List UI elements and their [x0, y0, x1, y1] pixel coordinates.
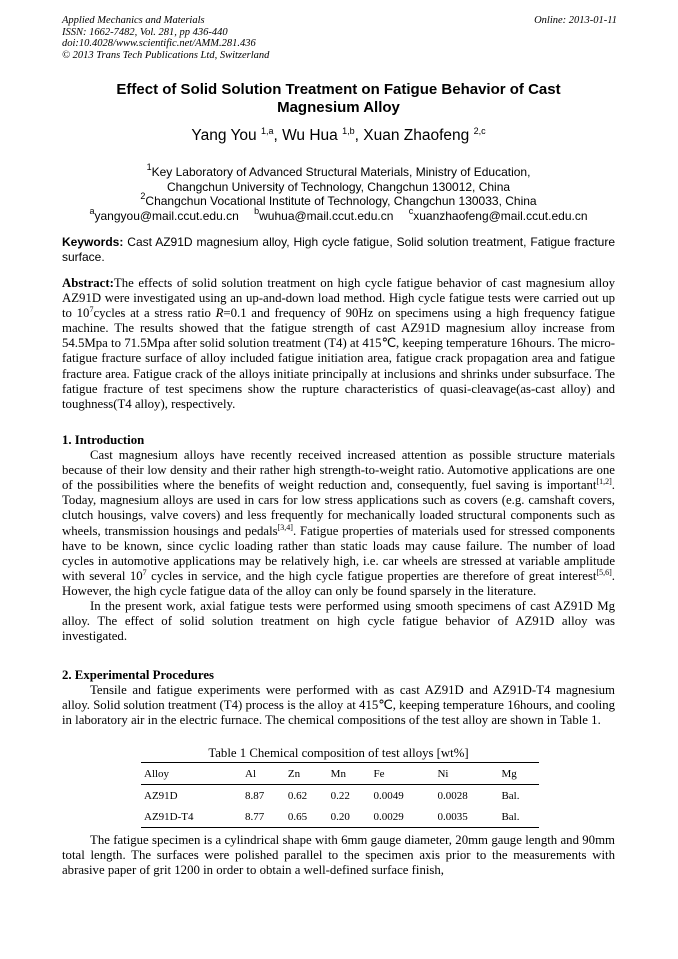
citation-ref[interactable]: [5,6]: [596, 567, 612, 577]
citation-ref[interactable]: [3,4]: [277, 522, 293, 532]
journal-header: [62, 15, 617, 61]
keywords-text: Cast AZ91D magnesium alloy, High cycle fatigue, Solid solution treatment, Fatigue fracture surface.: [62, 235, 615, 264]
author-affil-mark: 1,a: [260, 126, 274, 136]
table-cell: Bal.: [498, 806, 539, 828]
affiliation-1-text: Key Laboratory of Advanced Structural Materials, Ministry of Education,: [151, 165, 531, 179]
copyright-line: © 2013 Trans Tech Publications Ltd, Switzerland: [62, 49, 270, 61]
affiliations: [62, 162, 615, 223]
table-row: [141, 806, 539, 828]
email-mark: c: [408, 205, 414, 216]
table-cell: Bal.: [501, 789, 520, 802]
author-affil-mark: 1,b: [342, 126, 355, 136]
citation-ref[interactable]: [1,2]: [596, 477, 612, 487]
affiliation-1-city: Changchun University of Technology, Changchun 130012, China: [166, 179, 511, 194]
column-header: Alloy: [141, 763, 242, 785]
table-cell: 8.77: [242, 806, 285, 828]
body-text: . Today, magnesium alloys are used in cars for low stress applications such as covers (e.g. camshaft covers, clutch housings, valve covers) and less frequently for mechanically loaded structural components such as wheels, transmission housings and pedals: [62, 478, 615, 538]
table-header-row: [141, 763, 539, 785]
experimental-paragraph: Tensile and fatigue experiments were performed with as cast AZ91D and AZ91D-T4 magnesium alloy. Solid solution treatment (T4) process is the alloy at 415℃, keeping temperature 16hours, and cooling in laboratory air in the electric furnace. The chemical compositions of the test alloy are shown in Table 1.: [62, 683, 615, 728]
affil-mark: 2: [140, 191, 146, 201]
stress-ratio-symbol: R: [215, 306, 224, 321]
issn-line: ISSN: 1662-7482, Vol. 281, pp 436-440: [62, 26, 228, 38]
exponent: 7: [89, 305, 94, 315]
table-cell: 0.0029: [370, 806, 434, 828]
abstract-paragraph: [62, 276, 615, 412]
title-line-2: Magnesium Alloy: [277, 99, 400, 116]
affiliation-2: [62, 191, 615, 209]
paper-title: [62, 81, 615, 117]
table-cell: 0.0049: [373, 789, 404, 802]
column-header: Fe: [370, 763, 434, 785]
abstract-text: cycles at a stress ratio: [93, 306, 216, 321]
section-heading: 1. Introduction: [62, 433, 145, 447]
intro-paragraph-1: [62, 448, 615, 599]
exponent: 7: [142, 567, 147, 577]
author-name: Yang You: [191, 127, 257, 144]
keywords-label: Keywords:: [62, 235, 124, 249]
intro-paragraph-2: In the present work, axial fatigue tests were performed using smooth specimens of cast AZ91D Mg alloy. The effect of solid solution treatment on high cycle fatigue behavior of AZ91D alloy was investigated.: [62, 599, 615, 644]
column-header: Al: [242, 763, 285, 785]
doi-line[interactable]: doi:10.4028/www.scientific.net/AMM.281.436: [62, 38, 256, 49]
table-cell: 0.20: [328, 806, 371, 828]
abstract-label: Abstract:: [62, 276, 114, 290]
title-line-1: Effect of Solid Solution Treatment on Fatigue Behavior of Cast: [116, 81, 561, 98]
composition-table: [141, 762, 539, 828]
column-header: Ni: [434, 763, 498, 785]
email-mark: b: [254, 205, 260, 216]
affiliation-2-text: Changchun Vocational Institute of Technology, Changchun 130033, China: [145, 194, 537, 208]
body-text: Cast magnesium alloys have recently received increased attention as possible structure materials because of their low density and their rather high strength-to-weight ratio. Automotive applications are one of the possibilities where the benefits of weight reduction and, consequently, fuel saving is important: [62, 448, 615, 493]
specimen-section: [62, 833, 615, 878]
column-header: Zn: [285, 763, 328, 785]
email-address: yangyou@mail.ccut.edu.cn: [94, 208, 239, 223]
email-address: xuanzhaofeng@mail.ccut.edu.cn: [413, 208, 588, 223]
table-cell: 0.22: [330, 789, 350, 802]
table-cell: AZ91D: [144, 789, 178, 802]
affiliation-1: [62, 162, 615, 180]
email-c[interactable]: [408, 205, 588, 223]
keywords: [62, 235, 615, 265]
body-text: cycles in service, and the high cycle fatigue properties are therefore of great interest: [146, 568, 597, 583]
author-list: Yang You $^{1,a}$, Wu Hua $^{1,b}$, Xuan Zhaofeng $^{2,c}$: [191, 126, 486, 144]
body-text: . However, the high cycle fatigue data of the alloy can only be found sparsely in the literature.: [62, 568, 615, 598]
table-cell: 0.65: [285, 806, 328, 828]
author-name: Wu Hua: [282, 127, 338, 144]
affil-mark: 1: [146, 162, 152, 172]
section-heading: 2. Experimental Procedures: [62, 668, 215, 682]
journal-name: Applied Mechanics and Materials: [62, 15, 205, 26]
table-cell: 0.0035: [434, 806, 498, 828]
email-a[interactable]: [89, 205, 239, 223]
email-mark: a: [89, 205, 95, 216]
section-experimental: [62, 668, 615, 728]
table-cell: AZ91D-T4: [141, 806, 242, 828]
body-text: . Fatigue properties of materials used for stressed components have to be known, since cyclic loading rather than static loads may cause failure. The number of load cycles in automotive applications may be relatively high, i.e. car wheels are stressed at variable amplitude with several 10: [62, 523, 615, 583]
abstract: [62, 276, 615, 412]
email-b[interactable]: [254, 205, 394, 223]
table-cell: 0.0028: [437, 789, 468, 802]
column-header: Mn: [328, 763, 371, 785]
section-introduction: [62, 433, 615, 644]
table-cell: 0.62: [287, 789, 308, 802]
email-address: wuhua@mail.ccut.edu.cn: [259, 208, 394, 223]
abstract-text: The effects of solid solution treatment on high cycle fatigue behavior of cast magnesium alloy AZ91D were investigated using an up-and-down load method. High cycle fatigue tests were carried out up to 10: [62, 276, 615, 321]
email-list: [62, 205, 615, 224]
author-name: Xuan Zhaofeng: [363, 127, 470, 144]
table-row: [141, 785, 539, 807]
table-caption: Table 1 Chemical composition of test alloys [wt%]: [208, 746, 469, 760]
column-header: Mg: [498, 763, 539, 785]
online-date: Online: 2013-01-11: [534, 15, 617, 26]
author-affil-mark: 2,c: [473, 126, 486, 136]
table-cell: 8.87: [245, 789, 265, 802]
specimen-paragraph: The fatigue specimen is a cylindrical shape with 6mm gauge diameter, 20mm gauge length and 90mm total length. The surfaces were polished parallel to the specimen axis prior to the measurements with abrasive paper of grit 1200 in order to obtain a well-defined surface finish,: [62, 833, 615, 878]
abstract-text: =0.1 and frequency of 90Hz on specimens using a high frequency fatigue machine. The results showed that the fatigue strength of cast AZ91D magnesium alloy increase from 54.5Mpa to 71.5Mpa after solid solution treatment (T4) at 415℃, keeping temperature 16hours. The micro-fatigue fracture surface of alloy included fatigue initiation area, fatigue crack propagation area and fatigue fracture area. Fatigue crack of the alloys initiate principally at inclusions and shrinks under subsurface. The fatigue fracture of test specimens show the rupture characteristics of quasi-cleavage(as-cast alloy) and toughness(T4 alloy), respectively.: [62, 306, 616, 411]
